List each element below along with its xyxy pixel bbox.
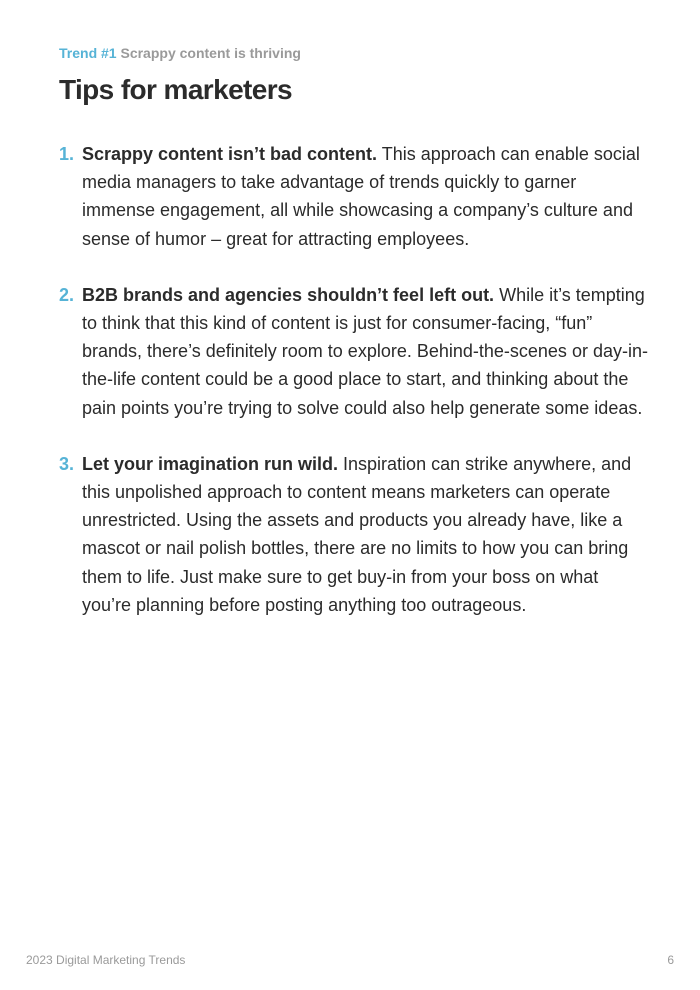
- tip-item: [59, 140, 649, 253]
- footer-page-number: 6: [667, 953, 674, 967]
- tip-lead: B2B brands and agencies shouldn’t feel left out.: [82, 284, 495, 305]
- page-title: Tips for marketers: [59, 74, 293, 105]
- tip-number: 3.: [59, 453, 75, 474]
- tip-body: This approach can enable social media managers to take advantage of trends quickly to garner immense engagement, all while showcasing a company’s culture and sense of humor – great for attracting employees.: [82, 144, 640, 249]
- trend-label: Trend #1: [59, 45, 117, 61]
- trend-title: Scrappy content is thriving: [120, 45, 301, 61]
- tip-body: While it’s tempting to think that this kind of content is just for consumer-facing, “fun” brands, there’s definitely room to explore. Behind-the-scenes or day-in-the-life content could be a good place to start, and thinking about the pain points you’re trying to solve could also help generate some ideas.: [82, 284, 648, 418]
- tip-number: 2.: [59, 284, 75, 305]
- tip-lead: Let your imagination run wild.: [82, 453, 339, 474]
- tip-item: [59, 281, 649, 422]
- tip-body: Inspiration can strike anywhere, and this unpolished approach to content means marketers can operate unrestricted. Using the assets and products you already have, like a mascot or nail polish bottles, there are no limits to how you can bring them to life. Just make sure to get buy-in from your boss on what you’re planning before posting anything too outrageous.: [82, 453, 632, 615]
- tip-item: [59, 450, 649, 619]
- footer-document-title: 2023 Digital Marketing Trends: [26, 953, 186, 967]
- section-eyebrow: [59, 45, 301, 61]
- tips-list: [59, 140, 649, 647]
- tip-lead: Scrappy content isn’t bad content.: [82, 144, 378, 164]
- tip-number: 1.: [59, 144, 75, 164]
